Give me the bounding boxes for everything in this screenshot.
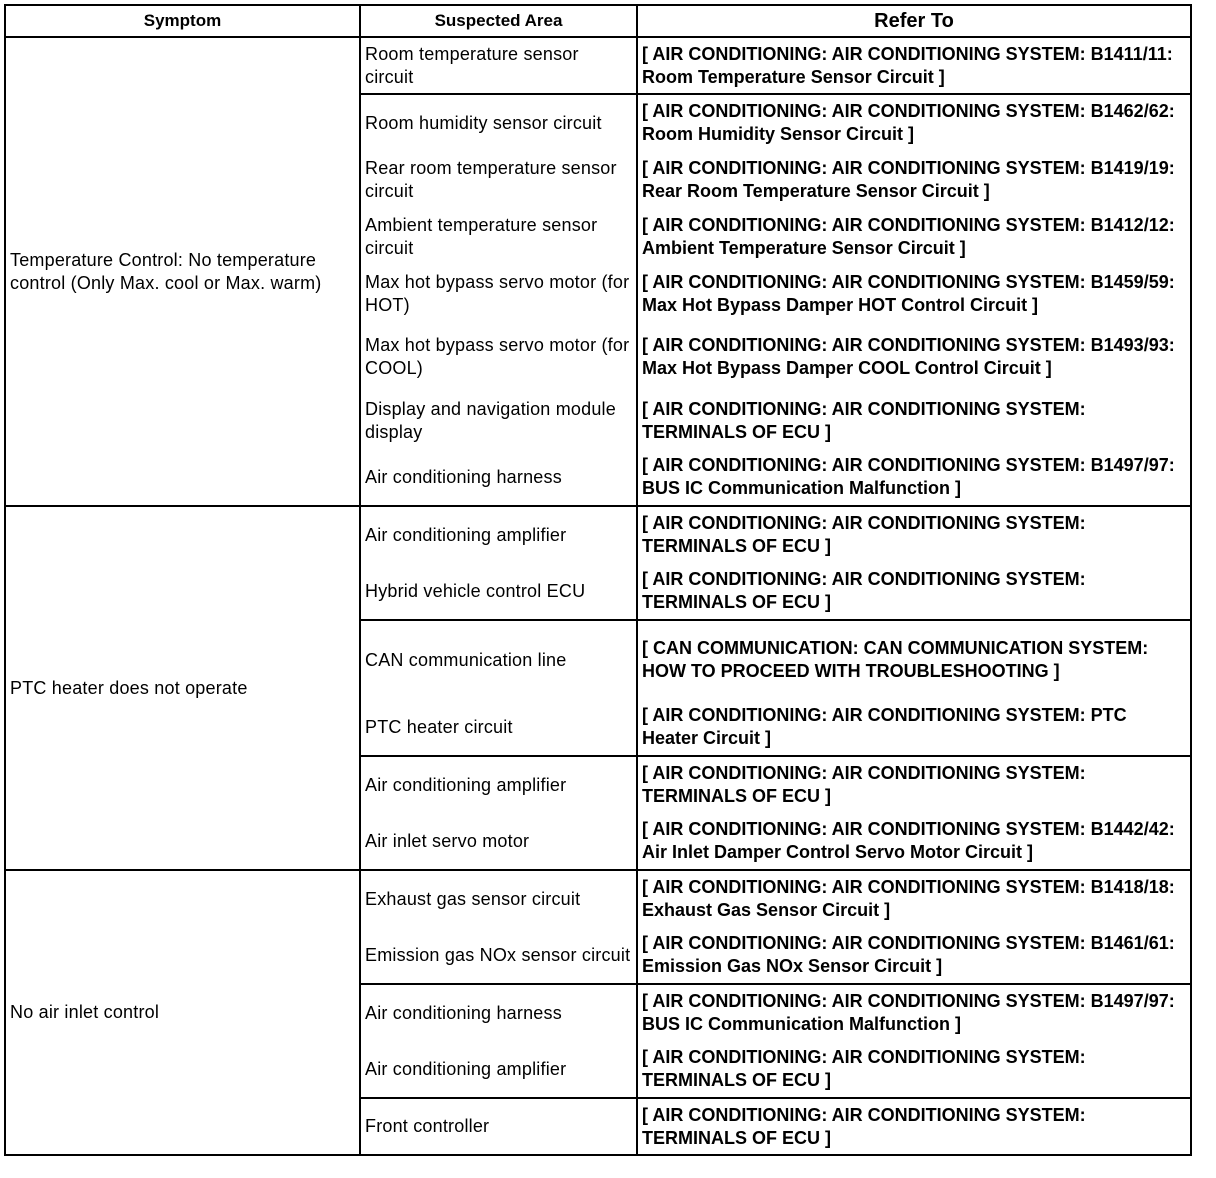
refer-to-link[interactable]: [ AIR CONDITIONING: AIR CONDITIONING SYSTEM: TERMINALS OF ECU ] <box>637 756 1191 813</box>
suspected-area-cell: Display and navigation module display <box>360 392 637 449</box>
refer-to-link[interactable]: [ AIR CONDITIONING: AIR CONDITIONING SYSTEM: TERMINALS OF ECU ] <box>637 506 1191 563</box>
suspected-area-cell: Air conditioning amplifier <box>360 756 637 813</box>
suspected-area-cell: Front controller <box>360 1098 637 1155</box>
refer-to-link[interactable]: [ AIR CONDITIONING: AIR CONDITIONING SYSTEM: B1411/11: Room Temperature Sensor Circuit ] <box>637 37 1191 94</box>
refer-to-link[interactable]: [ AIR CONDITIONING: AIR CONDITIONING SYSTEM: PTC Heater Circuit ] <box>637 699 1191 756</box>
refer-to-link[interactable]: [ AIR CONDITIONING: AIR CONDITIONING SYSTEM: B1461/61: Emission Gas NOx Sensor Circuit ] <box>637 927 1191 984</box>
refer-to-link[interactable]: [ AIR CONDITIONING: AIR CONDITIONING SYSTEM: B1462/62: Room Humidity Sensor Circuit ] <box>637 94 1191 151</box>
suspected-area-cell: Hybrid vehicle control ECU <box>360 563 637 620</box>
suspected-area-cell: Air conditioning amplifier <box>360 506 637 563</box>
suspected-area-cell: Rear room temperature sensor circuit <box>360 151 637 208</box>
refer-to-link[interactable]: [ AIR CONDITIONING: AIR CONDITIONING SYSTEM: B1459/59: Max Hot Bypass Damper HOT Control Circuit ] <box>637 265 1191 322</box>
table-row <box>5 870 1191 927</box>
header-symptom: Symptom <box>5 5 360 37</box>
table-row <box>5 506 1191 563</box>
suspected-area-cell: PTC heater circuit <box>360 699 637 756</box>
suspected-area-cell: Ambient temperature sensor circuit <box>360 208 637 265</box>
refer-to-link[interactable]: [ AIR CONDITIONING: AIR CONDITIONING SYSTEM: B1419/19: Rear Room Temperature Sensor Circuit ] <box>637 151 1191 208</box>
refer-to-link[interactable]: [ CAN COMMUNICATION: CAN COMMUNICATION SYSTEM: HOW TO PROCEED WITH TROUBLESHOOTING ] <box>637 620 1191 699</box>
refer-to-link[interactable]: [ AIR CONDITIONING: AIR CONDITIONING SYSTEM: B1442/42: Air Inlet Damper Control Servo Motor Circuit ] <box>637 813 1191 870</box>
suspected-area-cell: Max hot bypass servo motor (for COOL) <box>360 322 637 392</box>
table-row <box>5 37 1191 94</box>
refer-to-link[interactable]: [ AIR CONDITIONING: AIR CONDITIONING SYSTEM: B1497/97: BUS IC Communication Malfunction ] <box>637 984 1191 1041</box>
suspected-area-cell: CAN communication line <box>360 620 637 699</box>
symptom-cell: Temperature Control: No temperature control (Only Max. cool or Max. warm) <box>5 37 360 506</box>
refer-to-link[interactable]: [ AIR CONDITIONING: AIR CONDITIONING SYSTEM: TERMINALS OF ECU ] <box>637 563 1191 620</box>
suspected-area-cell: Room temperature sensor circuit <box>360 37 637 94</box>
suspected-area-cell: Air inlet servo motor <box>360 813 637 870</box>
suspected-area-cell: Air conditioning harness <box>360 984 637 1041</box>
refer-to-link[interactable]: [ AIR CONDITIONING: AIR CONDITIONING SYSTEM: B1412/12: Ambient Temperature Sensor Circuit ] <box>637 208 1191 265</box>
symptom-cell: No air inlet control <box>5 870 360 1155</box>
symptom-cell: PTC heater does not operate <box>5 506 360 870</box>
suspected-area-cell: Room humidity sensor circuit <box>360 94 637 151</box>
refer-to-link[interactable]: [ AIR CONDITIONING: AIR CONDITIONING SYSTEM: B1497/97: BUS IC Communication Malfunction ] <box>637 449 1191 506</box>
refer-to-link[interactable]: [ AIR CONDITIONING: AIR CONDITIONING SYSTEM: B1418/18: Exhaust Gas Sensor Circuit ] <box>637 870 1191 927</box>
header-refer-to: Refer To <box>637 5 1191 37</box>
troubleshooting-table <box>4 4 1192 1156</box>
refer-to-link[interactable]: [ AIR CONDITIONING: AIR CONDITIONING SYSTEM: TERMINALS OF ECU ] <box>637 392 1191 449</box>
suspected-area-cell: Air conditioning harness <box>360 449 637 506</box>
refer-to-link[interactable]: [ AIR CONDITIONING: AIR CONDITIONING SYSTEM: B1493/93: Max Hot Bypass Damper COOL Control Circuit ] <box>637 322 1191 392</box>
table-header-row <box>5 5 1191 37</box>
refer-to-link[interactable]: [ AIR CONDITIONING: AIR CONDITIONING SYSTEM: TERMINALS OF ECU ] <box>637 1098 1191 1155</box>
suspected-area-cell: Air conditioning amplifier <box>360 1041 637 1098</box>
header-suspected-area: Suspected Area <box>360 5 637 37</box>
suspected-area-cell: Max hot bypass servo motor (for HOT) <box>360 265 637 322</box>
suspected-area-cell: Exhaust gas sensor circuit <box>360 870 637 927</box>
suspected-area-cell: Emission gas NOx sensor circuit <box>360 927 637 984</box>
refer-to-link[interactable]: [ AIR CONDITIONING: AIR CONDITIONING SYSTEM: TERMINALS OF ECU ] <box>637 1041 1191 1098</box>
